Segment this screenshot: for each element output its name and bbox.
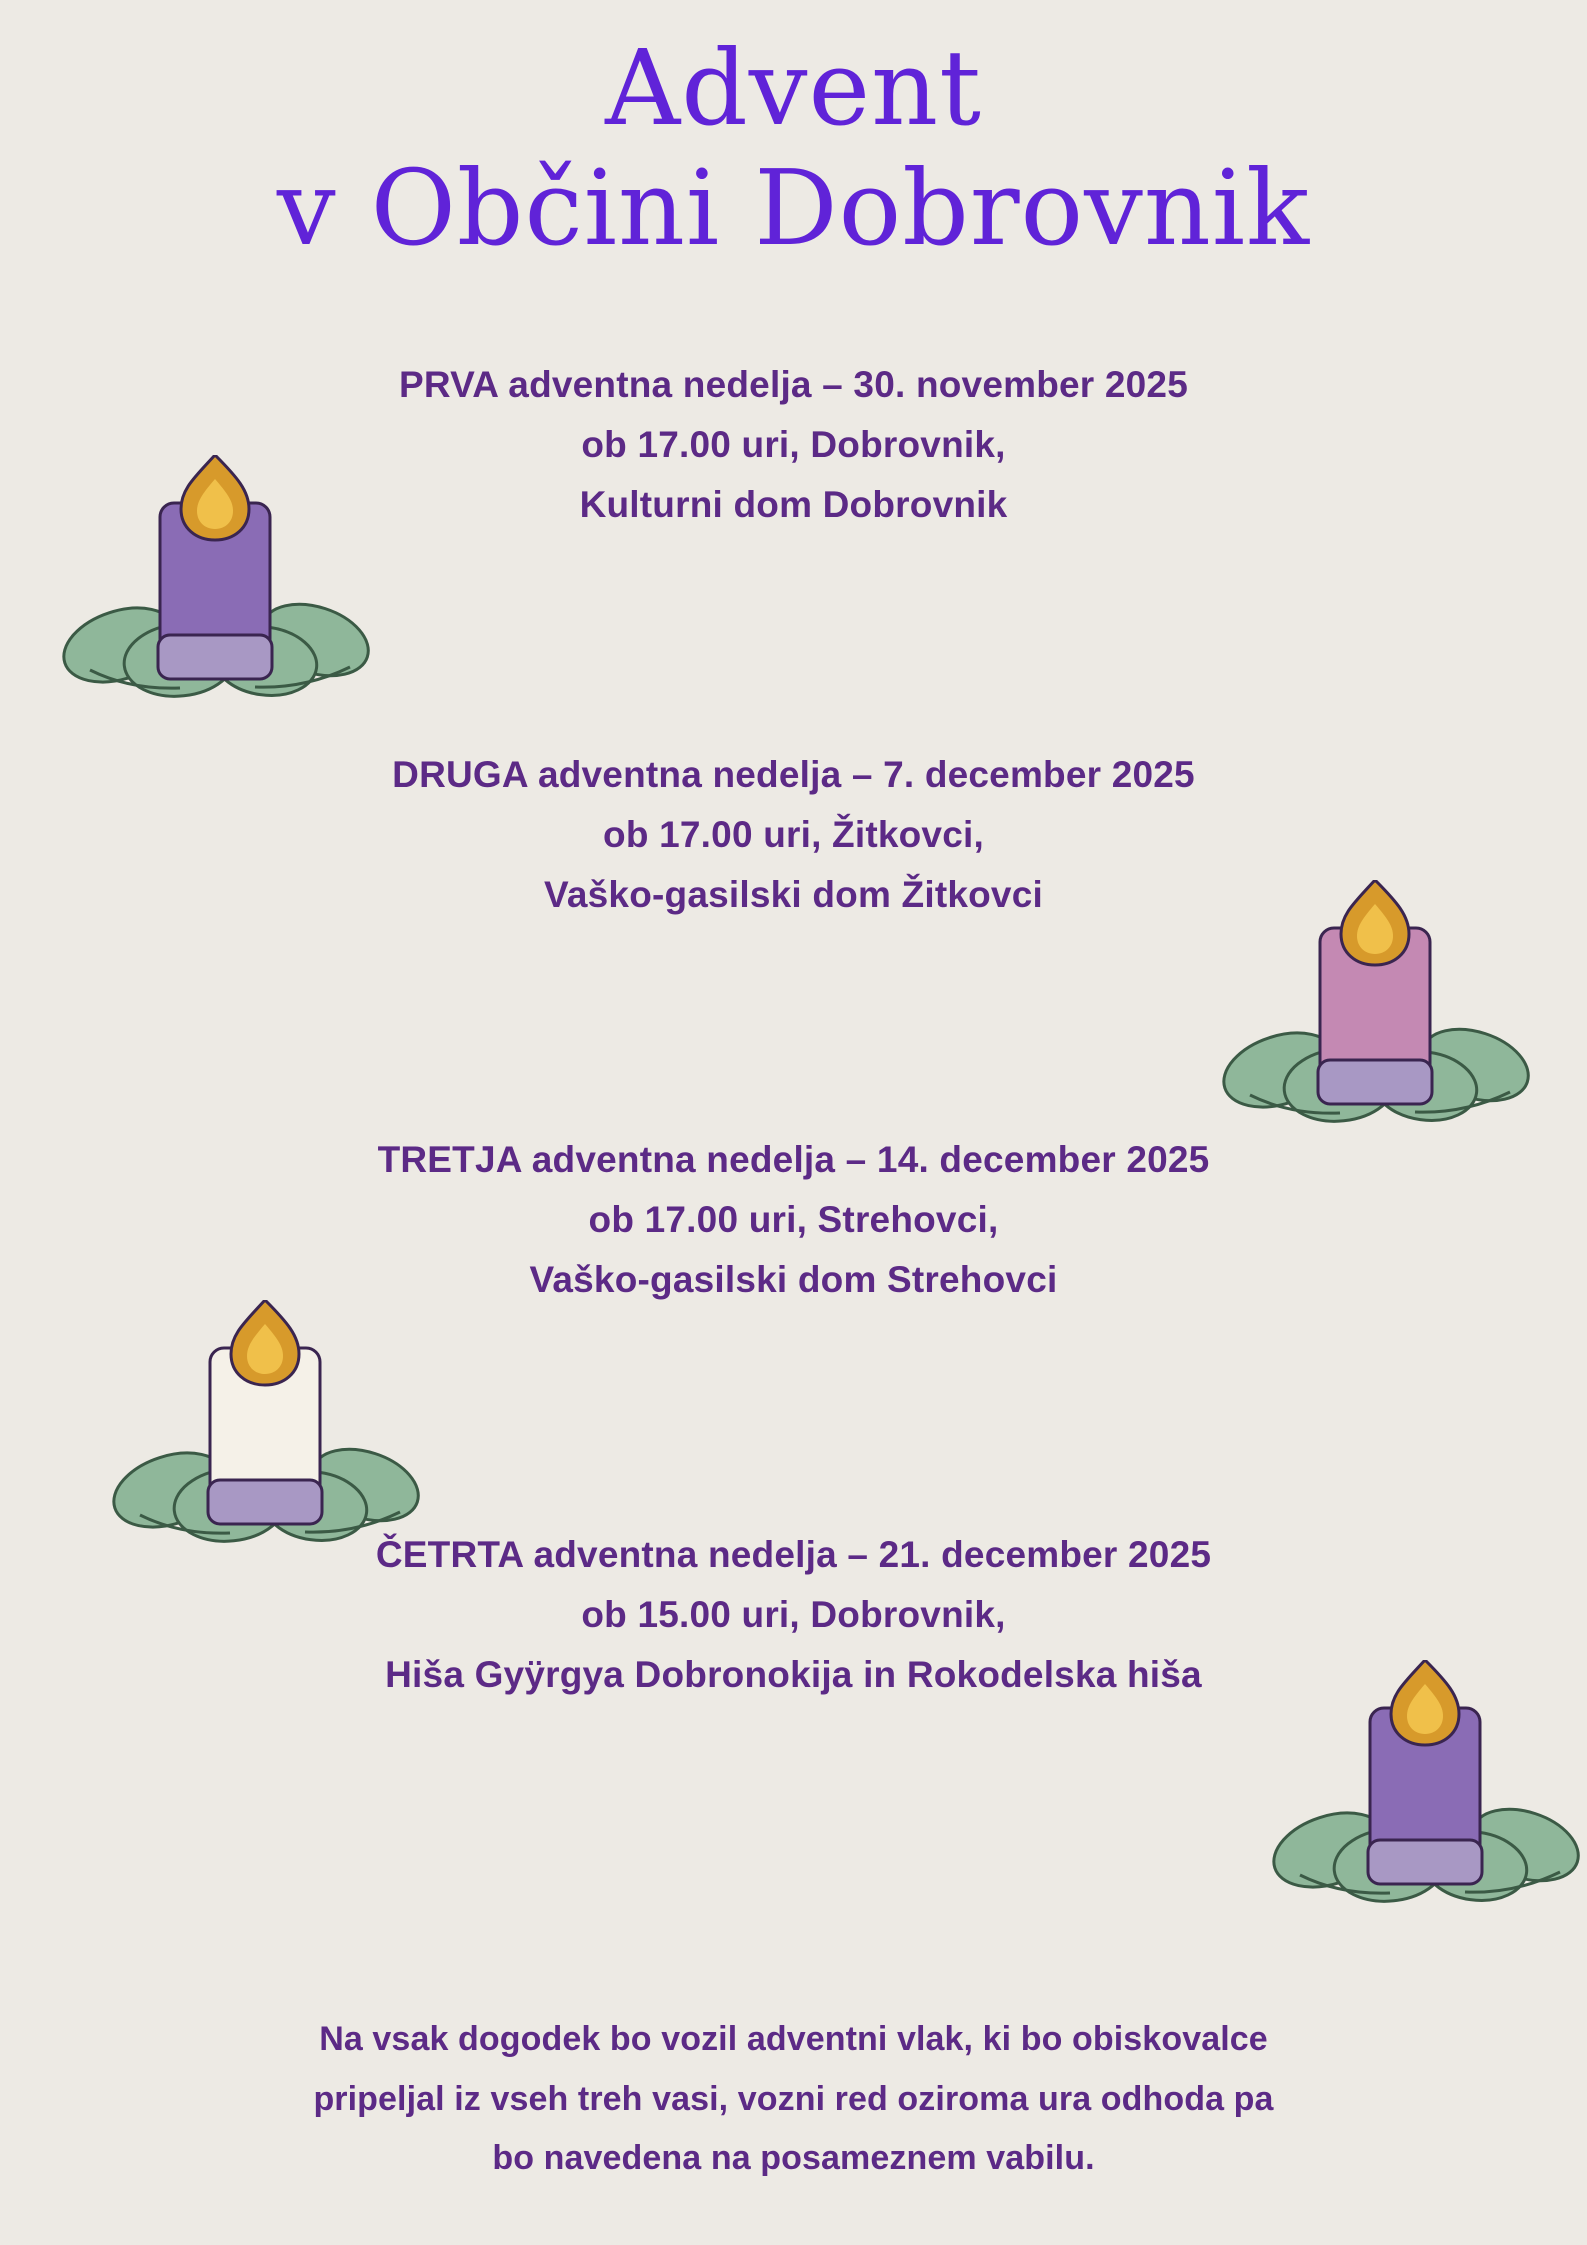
candle-pink-second-icon: [1220, 880, 1540, 1170]
event-2-date: DRUGA adventna nedelja – 7. december 2025: [392, 754, 1195, 795]
footer-line-1: Na vsak dogodek bo vozil adventni vlak, ki bo obiskovalce: [319, 2020, 1268, 2058]
event-4-date: ČETRTA adventna nedelja – 21. december 2025: [375, 1534, 1212, 1575]
footer-line-2: pripeljal iz vseh treh vasi, vozni red oziroma ura odhoda pa: [313, 2079, 1274, 2118]
event-2-venue: Vaško-gasilski dom Žitkovci: [544, 873, 1043, 915]
flame-icon: [1341, 880, 1409, 965]
event-1-date: PRVA adventna nedelja – 30. november 2025: [399, 364, 1188, 405]
event-2-time: ob 17.00 uri, Žitkovci,: [603, 813, 984, 855]
page-title: [0, 27, 1587, 270]
footer-line-3: bo navedena na posameznem vabilu.: [492, 2139, 1095, 2177]
title-line-2: v Občini Dobrovnik: [276, 147, 1311, 270]
event-3-date: TRETJA adventna nedelja – 14. december 2025: [377, 1139, 1210, 1180]
candle-white-third-icon: [110, 1300, 430, 1590]
flame-icon: [181, 455, 249, 540]
candle-purple-fourth-icon: [1270, 1660, 1587, 1950]
event-4-venue: Hiša Gyÿrgya Dobronokija in Rokodelska hiša: [385, 1653, 1202, 1695]
event-3-time: ob 17.00 uri, Strehovci,: [588, 1198, 999, 1240]
title-line-1: Advent: [605, 27, 982, 149]
event-3-venue: Vaško-gasilski dom Strehovci: [529, 1258, 1058, 1300]
event-1-venue: Kulturni dom Dobrovnik: [579, 483, 1008, 525]
event-4-time: ob 15.00 uri, Dobrovnik,: [581, 1593, 1006, 1635]
flame-icon: [1391, 1660, 1459, 1745]
footer-note: [0, 2010, 1587, 2189]
candle-purple-first-icon: [60, 455, 380, 745]
event-1-time: ob 17.00 uri, Dobrovnik,: [581, 423, 1006, 465]
flame-icon: [231, 1300, 299, 1385]
